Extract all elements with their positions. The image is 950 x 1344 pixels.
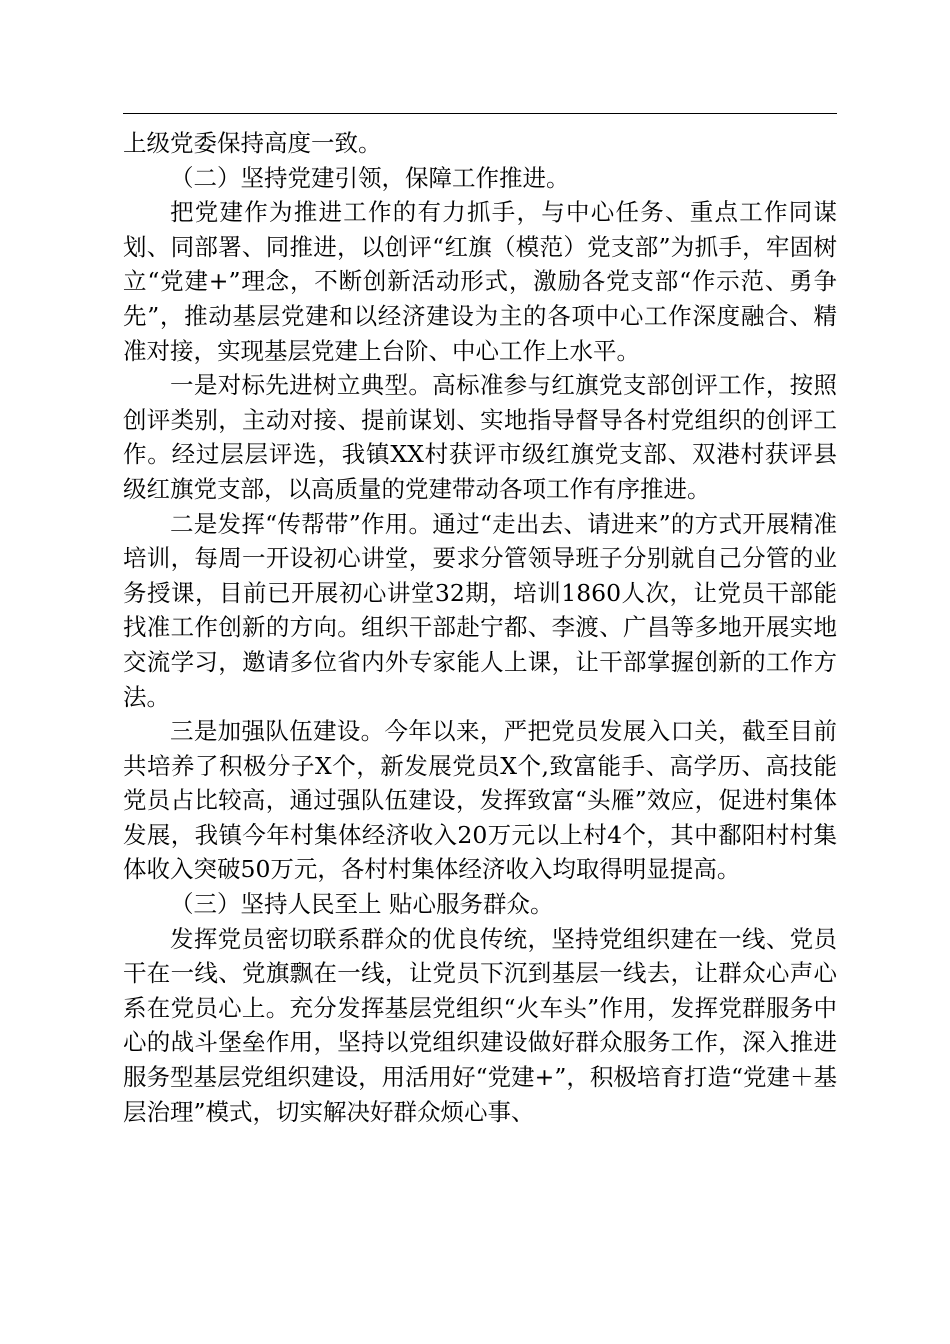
paragraph-serve-masses: 发挥党员密切联系群众的优良传统，坚持党组织建在一线、党员干在一线、党旗飘在一线，让党员下沉到基层一线去，让群众心声心系在党员心上。充分发挥基层党组织“火车头”作用，发挥党群服务中心的战斗堡垒作用，坚持以党组织建设做好群众服务工作，深入推进服务型基层党组织建设，用活用好“党建+”，积极培育打造“党建＋基层治理”模式，切实解决好群众烦心事、 — [123, 924, 837, 1126]
paragraph-party-building: 把党建作为推进工作的有力抓手，与中心任务、重点工作同谋划、同部署、同推进，以创评“红旗（模范）党支部”为抓手，牢固树立“党建+”理念，不断创新活动形式，激励各党支部“作示范、勇争先”，推动基层党建和以经济建设为主的各项中心工作深度融合、精准对接，实现基层党建上台阶、中心工作上水平。 — [123, 198, 837, 365]
paragraph-continuation: 上级党委保持高度一致。 — [123, 129, 382, 157]
paragraph-team-building: 三是加强队伍建设。今年以来，严把党员发展入口关，截至目前共培养了积极分子X个，新发展党员X个,致富能手、高学历、高技能党员占比较高，通过强队伍建设，发挥致富“头雁”效应，促进村集体发展，我镇今年村集体经济收入20万元以上村4个，其中鄱阳村村集体收入突破50万元，各村村集体经济收入均取得明显提高。 — [123, 717, 837, 884]
header-rule — [123, 113, 837, 114]
paragraph-mentoring: 二是发挥“传帮带”作用。通过“走出去、请进来”的方式开展精准培训，每周一开设初心讲堂，要求分管领导班子分别就自己分管的业务授课，目前已开展初心讲堂32期，培训1860人次，让党员干部能找准工作创新的方向。组织干部赴宁都、李渡、广昌等多地开展实地交流学习，邀请多位省内外专家能人上课，让干部掌握创新的工作方法。 — [123, 509, 837, 711]
document-body — [123, 126, 837, 1129]
section-heading-two: （二）坚持党建引领，保障工作推进。 — [170, 163, 570, 192]
paragraph-benchmark: 一是对标先进树立典型。高标准参与红旗党支部创评工作，按照创评类别，主动对接、提前谋划、实地指导督导各村党组织的创评工作。经过层层评选，我镇XX村获评市级红旗党支部、双港村获评县级红旗党支部，以高质量的党建带动各项工作有序推进。 — [123, 371, 837, 503]
section-heading-three: （三）坚持人民至上 贴心服务群众。 — [170, 890, 554, 919]
